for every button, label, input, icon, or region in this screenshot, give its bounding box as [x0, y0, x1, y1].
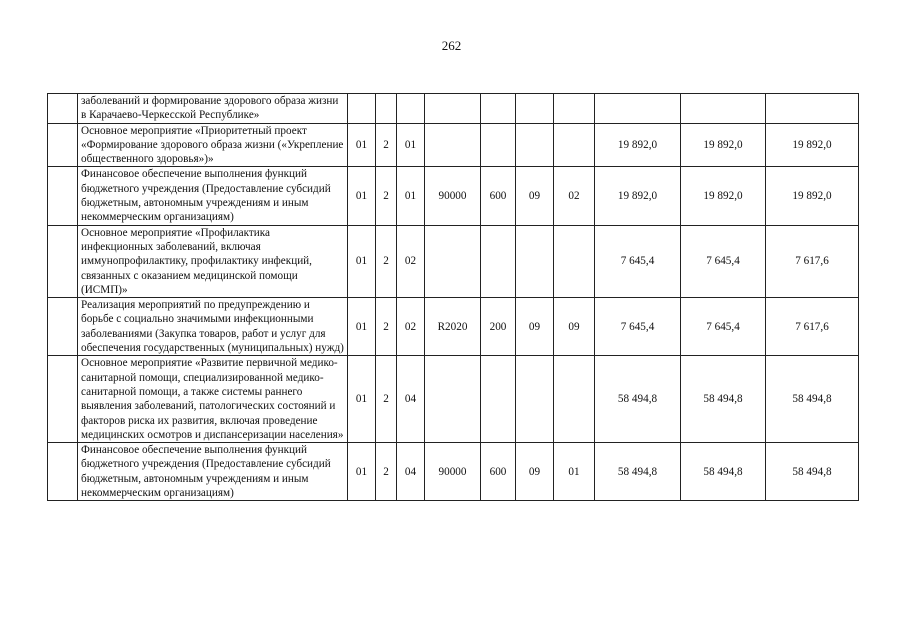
- number-cell: [48, 167, 78, 225]
- table-row: [48, 356, 859, 443]
- code-expense-type: [481, 123, 516, 167]
- number-cell: [48, 443, 78, 501]
- code-section: 09: [516, 443, 554, 501]
- code-event: 04: [397, 443, 425, 501]
- code-subsection: 02: [554, 167, 595, 225]
- code-section: [516, 225, 554, 297]
- code-subsection: [554, 225, 595, 297]
- number-cell: [48, 225, 78, 297]
- code-subprogram: 2: [376, 167, 397, 225]
- amount-year-1: 58 494,8: [595, 356, 681, 443]
- code-event: 01: [397, 123, 425, 167]
- code-subprogram: 2: [376, 443, 397, 501]
- amount-year-3: [766, 94, 859, 124]
- table-row: [48, 167, 859, 225]
- code-subsection: [554, 94, 595, 124]
- amount-year-3: 58 494,8: [766, 443, 859, 501]
- code-section: 09: [516, 167, 554, 225]
- amount-year-1: 58 494,8: [595, 443, 681, 501]
- amount-year-3: 19 892,0: [766, 123, 859, 167]
- page-number: 262: [441, 38, 462, 53]
- code-subprogram: 2: [376, 225, 397, 297]
- code-direction: [425, 94, 481, 124]
- code-expense-type: [481, 356, 516, 443]
- table-row: [48, 225, 859, 297]
- code-program: 01: [348, 123, 376, 167]
- amount-year-3: 19 892,0: [766, 167, 859, 225]
- code-expense-type: 600: [481, 443, 516, 501]
- amount-year-1: 19 892,0: [595, 123, 681, 167]
- number-cell: [48, 298, 78, 356]
- table-row: [48, 298, 859, 356]
- amount-year-1: [595, 94, 681, 124]
- code-subprogram: [376, 94, 397, 124]
- amount-year-2: 58 494,8: [681, 356, 766, 443]
- amount-year-2: 7 645,4: [681, 225, 766, 297]
- row-description: Основное мероприятие «Приоритетный проект «Формирование здорового образа жизни («Укрепление общественного здоровья»)»: [78, 123, 348, 167]
- code-direction: 90000: [425, 443, 481, 501]
- code-program: 01: [348, 225, 376, 297]
- code-event: 02: [397, 298, 425, 356]
- code-section: [516, 123, 554, 167]
- code-subprogram: 2: [376, 123, 397, 167]
- code-subsection: [554, 356, 595, 443]
- amount-year-3: 58 494,8: [766, 356, 859, 443]
- code-program: 01: [348, 443, 376, 501]
- table-row: [48, 94, 859, 124]
- amount-year-2: 58 494,8: [681, 443, 766, 501]
- table-row: [48, 443, 859, 501]
- amount-year-1: 19 892,0: [595, 167, 681, 225]
- code-direction: [425, 225, 481, 297]
- code-subprogram: 2: [376, 356, 397, 443]
- amount-year-3: 7 617,6: [766, 298, 859, 356]
- code-expense-type: [481, 94, 516, 124]
- code-direction: [425, 123, 481, 167]
- code-section: [516, 356, 554, 443]
- amount-year-2: 19 892,0: [681, 123, 766, 167]
- code-event: 04: [397, 356, 425, 443]
- code-subprogram: 2: [376, 298, 397, 356]
- code-program: 01: [348, 356, 376, 443]
- amount-year-1: 7 645,4: [595, 298, 681, 356]
- code-program: 01: [348, 167, 376, 225]
- code-direction: [425, 356, 481, 443]
- code-subsection: 09: [554, 298, 595, 356]
- code-event: [397, 94, 425, 124]
- table-row: [48, 123, 859, 167]
- amount-year-2: 19 892,0: [681, 167, 766, 225]
- budget-table: [47, 93, 859, 501]
- code-direction: R2020: [425, 298, 481, 356]
- code-subsection: 01: [554, 443, 595, 501]
- row-description: Реализация мероприятий по предупреждению и борьбе с социально значимыми инфекционными заболеваниями (Закупка товаров, работ и услуг для обеспечения государственных (муниципальных) нужд): [78, 298, 348, 356]
- code-subsection: [554, 123, 595, 167]
- code-direction: 90000: [425, 167, 481, 225]
- code-section: [516, 94, 554, 124]
- row-description: Основное мероприятие «Развитие первичной медико-санитарной помощи, специализированной медико-санитарной помощи, а также системы раннего выявления заболеваний, патологических состояний и факторов риска их развития, включая проведение медицинских осмотров и диспансеризации населения»: [78, 356, 348, 443]
- amount-year-1: 7 645,4: [595, 225, 681, 297]
- number-cell: [48, 356, 78, 443]
- row-description: Финансовое обеспечение выполнения функций бюджетного учреждения (Предоставление субсидий бюджетным, автономным учреждениям и иным некоммерческим организациям): [78, 443, 348, 501]
- code-expense-type: [481, 225, 516, 297]
- code-program: [348, 94, 376, 124]
- row-description: Основное мероприятие «Профилактика инфекционных заболеваний, включая иммунопрофилактику, профилактику инфекций, связанных с оказанием медицинской помощи (ИСМП)»: [78, 225, 348, 297]
- row-description: заболеваний и формирование здорового образа жизни в Карачаево-Черкесской Республике»: [78, 94, 348, 124]
- code-expense-type: 600: [481, 167, 516, 225]
- amount-year-3: 7 617,6: [766, 225, 859, 297]
- code-event: 02: [397, 225, 425, 297]
- row-description: Финансовое обеспечение выполнения функций бюджетного учреждения (Предоставление субсидий бюджетным, автономным учреждениям и иным некоммерческим организациям): [78, 167, 348, 225]
- number-cell: [48, 123, 78, 167]
- amount-year-2: [681, 94, 766, 124]
- code-event: 01: [397, 167, 425, 225]
- code-program: 01: [348, 298, 376, 356]
- code-section: 09: [516, 298, 554, 356]
- amount-year-2: 7 645,4: [681, 298, 766, 356]
- code-expense-type: 200: [481, 298, 516, 356]
- number-cell: [48, 94, 78, 124]
